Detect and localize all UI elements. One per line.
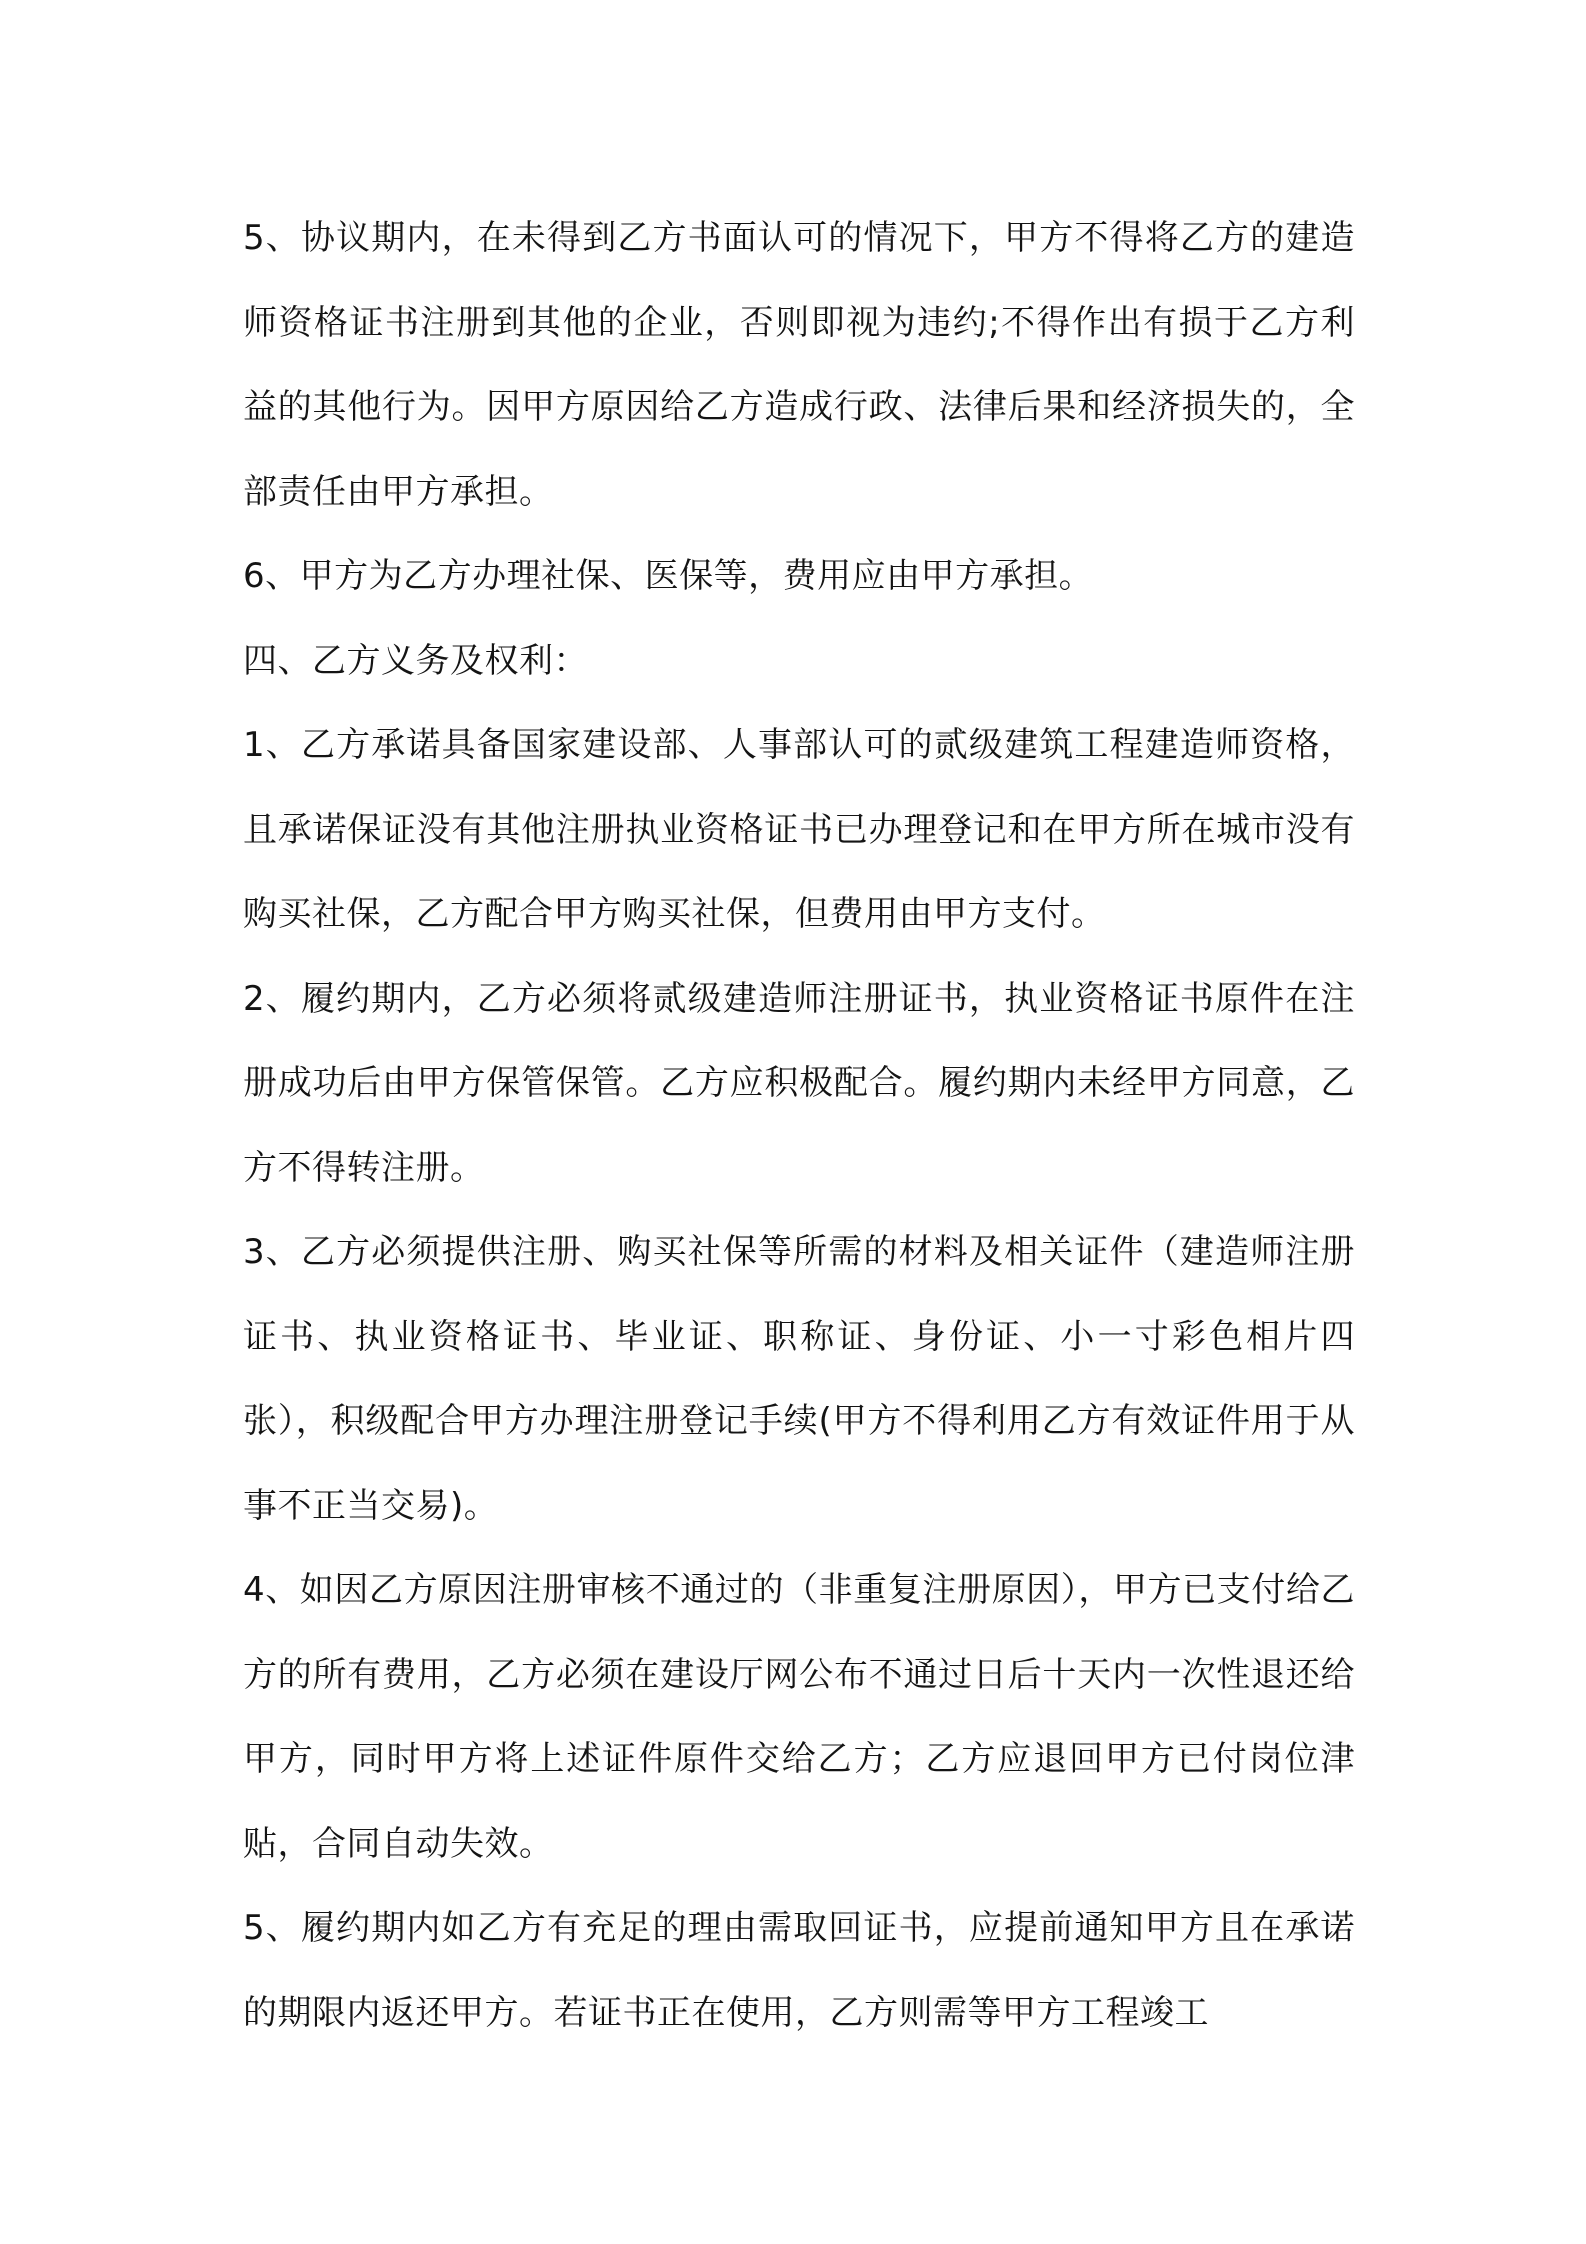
document-body (243, 196, 1355, 2055)
clause-4-registration-failure: 4、如因乙方原因注册审核不通过的（非重复注册原因），甲方已支付给乙方的所有费用，乙方必须在建设厅网公布不通过日后十天内一次性退还给甲方，同时甲方将上述证件原件交给乙方；乙方应退回甲方已付岗位津贴，合同自动失效。 (243, 1570, 1355, 1864)
clause-5-agreement-period: 5、协议期内，在未得到乙方书面认可的情况下，甲方不得将乙方的建造师资格证书注册到其他的企业，否则即视为违约;不得作出有损于乙方利益的其他行为。因甲方原因给乙方造成行政、法律后果和经济损失的，全部责任由甲方承担。 (243, 218, 1355, 512)
clause-1-qualification: 1、乙方承诺具备国家建设部、人事部认可的贰级建筑工程建造师资格，且承诺保证没有其他注册执业资格证书已办理登记和在甲方所在城市没有购买社保，乙方配合甲方购买社保，但费用由甲方支付。 (243, 725, 1355, 934)
clause-2-certificate-custody: 2、履约期内，乙方必须将贰级建造师注册证书，执业资格证书原件在注册成功后由甲方保管保管。乙方应积极配合。履约期内未经甲方同意，乙方不得转注册。 (243, 978, 1355, 1188)
clause-5-certificate-retrieval: 5、履约期内如乙方有充足的理由需取回证书，应提前通知甲方且在承诺的期限内返还甲方。若证书正在使用，乙方则需等甲方工程竣工 (243, 1908, 1355, 2033)
section-heading-party-b-obligations: 四、乙方义务及权利： (243, 640, 588, 681)
clause-6-social-insurance: 6、甲方为乙方办理社保、医保等，费用应由甲方承担。 (243, 556, 1094, 596)
clause-3-required-documents: 3、乙方必须提供注册、购买社保等所需的材料及相关证件（建造师注册证书、执业资格证书、毕业证、职称证、身份证、小一寸彩色相片四张），积级配合甲方办理注册登记手续(甲方不得利用乙方有效证件用于从事不正当交易)。 (243, 1232, 1355, 1526)
